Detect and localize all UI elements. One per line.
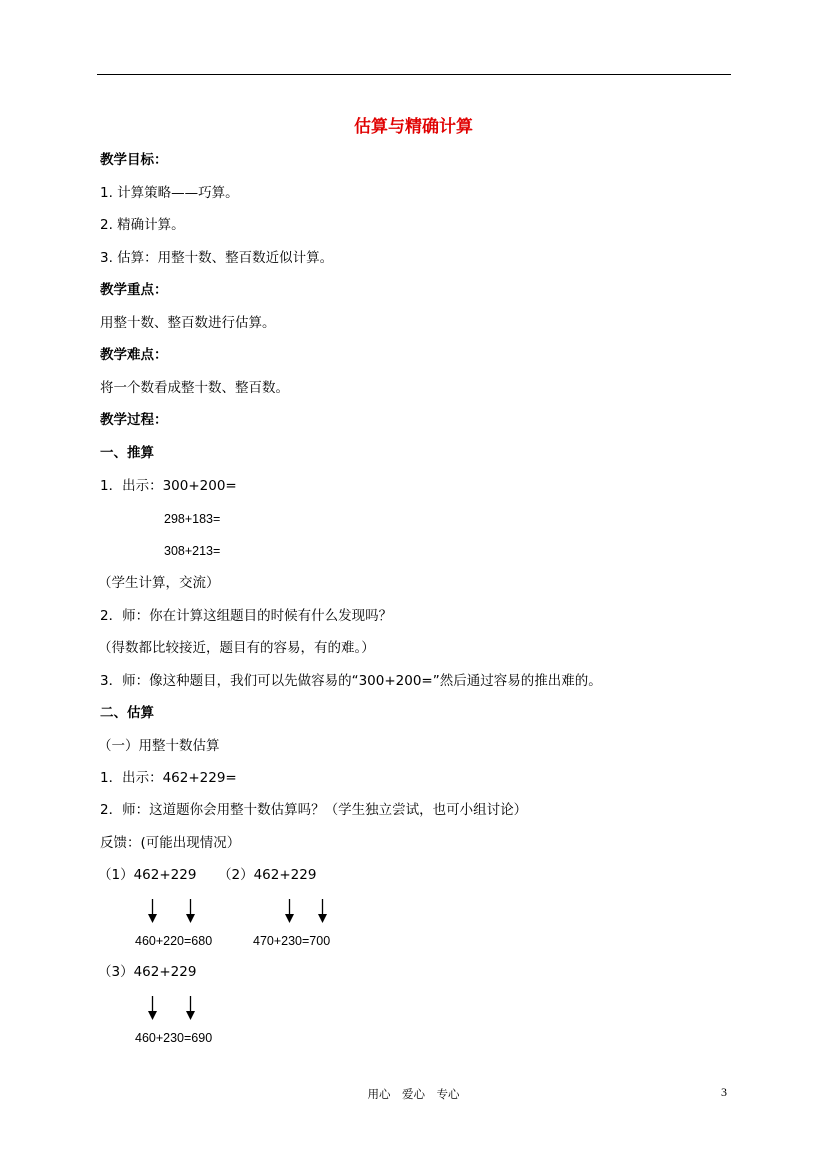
page-footer: 用心 爱心 专心 [367, 1087, 460, 1101]
objective-item: 3. 估算：用整十数、整百数近似计算。 [100, 250, 334, 266]
equation: 298+183= [164, 512, 221, 526]
down-arrow-icon [285, 899, 294, 923]
header-rule [97, 74, 731, 75]
down-arrow-icon [148, 996, 157, 1020]
section2-sub1: （一）用整十数估算 [98, 738, 220, 754]
case3-result: 460+230=690 [135, 1031, 213, 1045]
down-arrow-icon [318, 899, 327, 923]
key-heading: 教学重点： [100, 282, 168, 298]
section2-heading: 二、估算 [100, 705, 154, 721]
section1-item2: 2．师：你在计算这组题目的时候有什么发现吗？ [100, 608, 393, 624]
section1-item1: 1．出示：300+200= [100, 478, 237, 494]
section1-note2: （得数都比较接近，题目有的容易，有的难。） [98, 640, 375, 656]
down-arrow-icon [148, 899, 157, 923]
key-text: 用整十数、整百数进行估算。 [100, 315, 276, 331]
equation: 308+213= [164, 544, 221, 558]
page-number: 3 [721, 1085, 727, 1099]
down-arrow-icon [186, 899, 195, 923]
case2-result: 470+230=700 [253, 934, 331, 948]
section1-item3: 3．师：像这种题目，我们可以先做容易的“300+200=”然后通过容易的推出难的。 [100, 673, 602, 689]
objective-item: 2. 精确计算。 [100, 217, 185, 233]
section2-item1: 1．出示：462+229= [100, 770, 237, 786]
case1-label: （1）462+229 [98, 867, 197, 883]
section2-item2: 2．师：这道题你会用整十数估算吗？（学生独立尝试，也可小组讨论） [100, 802, 528, 818]
objectives-heading: 教学目标： [100, 152, 168, 168]
case2-label: （2）462+229 [218, 867, 317, 883]
feedback-label: 反馈：(可能出现情况） [100, 835, 241, 851]
section1-heading: 一、推算 [100, 445, 154, 461]
difficulty-heading: 教学难点： [100, 347, 168, 363]
section1-note1: （学生计算，交流） [98, 575, 220, 591]
down-arrow-icon [186, 996, 195, 1020]
difficulty-text: 将一个数看成整十数、整百数。 [100, 380, 289, 396]
case3-label: （3）462+229 [98, 964, 197, 980]
objective-item: 1. 计算策略——巧算。 [100, 185, 239, 201]
case1-result: 460+220=680 [135, 934, 213, 948]
process-heading: 教学过程： [100, 412, 168, 428]
document-title: 估算与精确计算 [354, 117, 473, 137]
